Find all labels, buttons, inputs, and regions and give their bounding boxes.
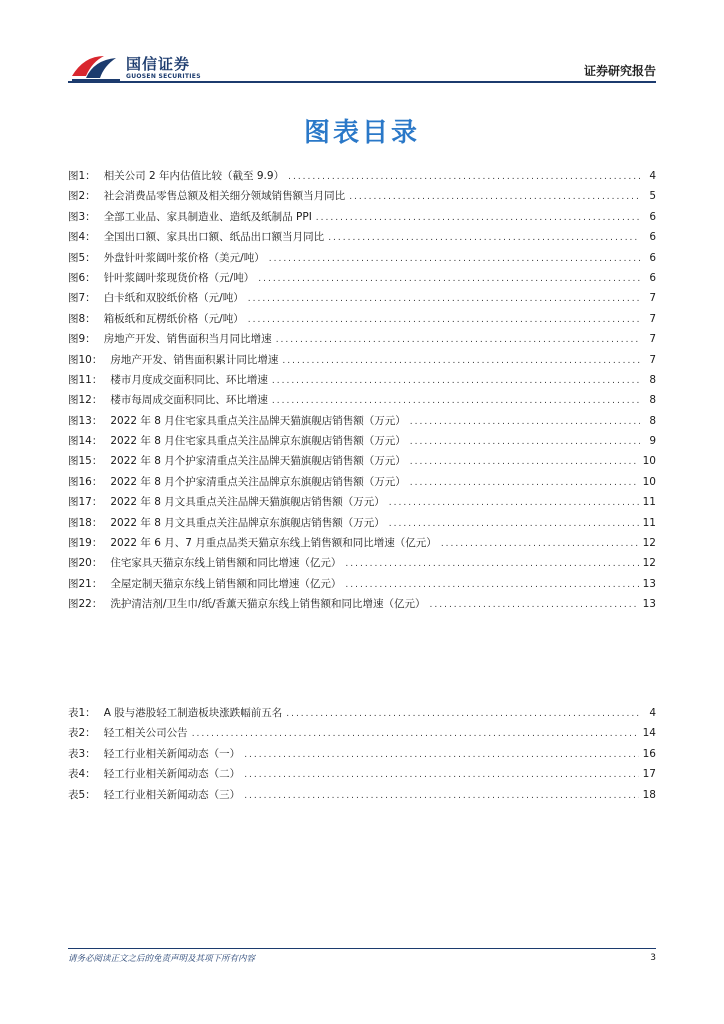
figure-entry-leader-dots: [248, 315, 640, 325]
table-entry-page: 16: [642, 747, 656, 760]
figure-entry-page: 4: [649, 170, 656, 182]
figure-entry-number: 图15：: [68, 455, 103, 468]
figure-entry[interactable]: [68, 392, 656, 412]
table-entry[interactable]: [68, 787, 656, 807]
figure-entry-number: 图7：: [68, 292, 96, 305]
figure-entry-page: 13: [642, 598, 656, 611]
figure-entry-title: 外盘针叶浆阔叶浆价格（美元/吨）: [103, 251, 265, 264]
guosen-logo-mark-icon: [70, 50, 122, 82]
disclaimer-note: 请务必阅读正文之后的免责声明及其项下所有内容: [68, 954, 256, 964]
figure-entry-number: 图20：: [68, 557, 103, 570]
figure-entry-page: 7: [649, 312, 656, 325]
page-title: 图表目录: [303, 118, 420, 148]
figure-entry-page: 5: [649, 190, 656, 203]
figure-entry[interactable]: [68, 352, 656, 372]
figure-entry-title: 箱板纸和瓦楞纸价格（元/吨）: [103, 312, 244, 325]
figure-entry[interactable]: [68, 331, 656, 351]
figure-entry[interactable]: [68, 433, 656, 453]
figure-entry-page: 8: [649, 394, 656, 407]
figure-entry-title: 2022 年 8 月文具重点关注品牌天猫旗舰店销售额（万元）: [110, 496, 385, 509]
figure-entry-number: 图21：: [68, 577, 103, 590]
figure-entry-number: 图16：: [68, 475, 103, 488]
figure-entry-page: 10: [642, 455, 656, 468]
report-type-label: 证券研究报告: [583, 64, 656, 78]
logo-english-name: GUOSEN SECURITIES: [126, 73, 201, 80]
figure-entry-title: 房地产开发、销售面积当月同比增速: [103, 333, 272, 346]
figure-entry-title: 洗护清洁剂/卫生巾/纸/香薰天猫京东线上销售额和同比增速（亿元）: [110, 598, 426, 611]
table-entry-leader-dots: [244, 791, 638, 801]
figure-entry-page: 13: [642, 577, 656, 590]
figure-entry-number: 图1：: [68, 170, 96, 182]
figure-entry-page: 12: [642, 537, 656, 550]
figure-entry-leader-dots: [410, 457, 639, 467]
figure-entry-leader-dots: [441, 539, 639, 549]
table-entry-page: 14: [642, 727, 656, 740]
page-header: [70, 50, 656, 90]
table-entry-number: 表5：: [68, 788, 96, 801]
figure-entry-page: 6: [649, 251, 656, 264]
figure-entry-page: 12: [642, 557, 656, 570]
figure-entry-leader-dots: [389, 519, 639, 529]
figure-entry-number: 图18：: [68, 516, 103, 529]
figure-entry-title: 2022 年 8 月住宅家具重点关注品牌天猫旗舰店销售额（万元）: [110, 414, 406, 427]
figure-entry-title: 楼市月度成交面积同比、环比增速: [110, 373, 268, 386]
figure-entry-number: 图8：: [68, 312, 96, 325]
table-entry-number: 表1：: [68, 707, 96, 719]
figure-entry-leader-dots: [272, 376, 640, 386]
figure-entry[interactable]: [68, 535, 656, 555]
logo-chinese-name: 国信证券: [126, 55, 191, 73]
figure-entry-title: 2022 年 8 月文具重点关注品牌京东旗舰店销售额（万元）: [110, 516, 385, 529]
figure-entry-title: 全部工业品、家具制造业、造纸及纸制品 PPI: [103, 210, 312, 223]
table-entry[interactable]: [68, 746, 656, 766]
figure-entry[interactable]: [68, 209, 656, 229]
figure-entry[interactable]: [68, 229, 656, 249]
figure-entry-leader-dots: [316, 213, 640, 223]
figure-list: [68, 168, 656, 617]
table-entry-number: 表2：: [68, 727, 96, 740]
figure-entry-leader-dots: [410, 417, 640, 427]
table-entry-title: 轻工行业相关新闻动态（一）: [103, 747, 241, 760]
figure-entry-title: 楼市每周成交面积同比、环比增速: [110, 394, 268, 407]
table-entry-leader-dots: [244, 770, 638, 780]
figure-entry-number: 图13：: [68, 414, 103, 427]
figure-entry[interactable]: [68, 474, 656, 494]
figure-entry[interactable]: [68, 515, 656, 535]
figure-entry[interactable]: [68, 413, 656, 433]
figure-entry-title: 针叶浆阔叶浆现货价格（元/吨）: [103, 271, 255, 284]
figure-entry[interactable]: [68, 555, 656, 575]
figure-entry[interactable]: [68, 596, 656, 616]
figure-entry[interactable]: [68, 311, 656, 331]
table-entry-title: 轻工行业相关新闻动态（三）: [103, 788, 241, 801]
figure-entry-leader-dots: [282, 356, 640, 366]
figure-entry-number: 图12：: [68, 394, 103, 407]
figure-entry-leader-dots: [328, 233, 640, 243]
figure-entry-leader-dots: [345, 559, 638, 569]
figure-entry-title: 2022 年 8 月个护家清重点关注品牌京东旗舰店销售额（万元）: [110, 475, 406, 488]
figure-entry-title: 全国出口额、家具出口额、纸品出口额当月同比: [103, 231, 325, 244]
figure-entry-number: 图22：: [68, 598, 103, 611]
figure-entry-title: 2022 年 6 月、7 月重点品类天猫京东线上销售额和同比增速（亿元）: [110, 537, 437, 550]
figure-entry[interactable]: [68, 576, 656, 596]
figure-entry-page: 6: [649, 271, 656, 284]
table-entry[interactable]: [68, 725, 656, 745]
figure-entry-number: 图11：: [68, 373, 103, 386]
figure-entry-page: 7: [649, 353, 656, 366]
figure-entry-page: 8: [649, 373, 656, 386]
table-entry-leader-dots: [244, 750, 638, 760]
figure-entry-leader-dots: [430, 600, 639, 610]
figure-entry-number: 图3：: [68, 210, 96, 223]
figure-entry-page: 6: [649, 231, 656, 244]
figure-entry-leader-dots: [248, 294, 640, 304]
figure-entry-page: 7: [649, 292, 656, 305]
figure-entry[interactable]: [68, 453, 656, 473]
figure-entry-leader-dots: [288, 172, 640, 182]
figure-entry[interactable]: [68, 372, 656, 392]
figure-entry[interactable]: [68, 188, 656, 208]
table-list: [68, 705, 656, 807]
figure-entry-page: 11: [642, 496, 656, 509]
figure-entry[interactable]: [68, 270, 656, 290]
page-number: 3: [650, 953, 656, 963]
figure-entry-title: 相关公司 2 年内估值比较（截至 9.9）: [103, 170, 285, 182]
figure-entry-title: 社会消费品零售总额及相关细分领域销售额当月同比: [103, 190, 346, 203]
figure-entry-number: 图9：: [68, 333, 96, 346]
figure-entry-page: 6: [649, 210, 656, 223]
figure-entry-title: 房地产开发、销售面积累计同比增速: [110, 353, 279, 366]
figure-entry-leader-dots: [410, 437, 640, 447]
figure-entry-page: 9: [649, 435, 656, 448]
figure-entry-leader-dots: [272, 396, 640, 406]
table-entry-number: 表3：: [68, 747, 96, 760]
table-entry-title: A 股与港股轻工制造板块涨跌幅前五名: [103, 707, 283, 719]
table-entry-number: 表4：: [68, 768, 96, 781]
table-entry[interactable]: [68, 705, 656, 725]
figure-entry-leader-dots: [276, 335, 640, 345]
table-entry-page: 4: [649, 707, 656, 719]
figure-entry-leader-dots: [410, 478, 639, 488]
figure-entry-title: 2022 年 8 月住宅家具重点关注品牌京东旗舰店销售额（万元）: [110, 435, 406, 448]
figure-entry-number: 图10：: [68, 353, 103, 366]
figure-entry[interactable]: [68, 168, 656, 188]
figure-entry-title: 白卡纸和双胶纸价格（元/吨）: [103, 292, 244, 305]
figure-entry-leader-dots: [269, 254, 640, 264]
figure-entry-title: 2022 年 8 月个护家清重点关注品牌天猫旗舰店销售额（万元）: [110, 455, 406, 468]
figure-entry-title: 全屋定制天猫京东线上销售额和同比增速（亿元）: [110, 577, 342, 590]
table-entry-title: 轻工行业相关新闻动态（二）: [103, 768, 241, 781]
figure-entry-number: 图2：: [68, 190, 96, 203]
table-entry-leader-dots: [192, 729, 639, 739]
footer-divider: [68, 948, 656, 949]
figure-entry-leader-dots: [349, 192, 640, 202]
table-entry-page: 17: [642, 768, 656, 781]
table-entry[interactable]: [68, 766, 656, 786]
figure-entry[interactable]: [68, 250, 656, 270]
figure-entry-number: 图5：: [68, 251, 96, 264]
figure-entry-page: 7: [649, 333, 656, 346]
table-entry-page: 18: [642, 788, 656, 801]
table-entry-title: 轻工相关公司公告: [103, 727, 188, 740]
figure-entry-title: 住宅家具天猫京东线上销售额和同比增速（亿元）: [110, 557, 342, 570]
table-entry-leader-dots: [286, 709, 640, 719]
figure-entry-number: 图4：: [68, 231, 96, 244]
figure-entry-number: 图19：: [68, 537, 103, 550]
figure-entry-page: 11: [642, 516, 656, 529]
figure-entry-number: 图17：: [68, 496, 103, 509]
figure-entry-page: 8: [649, 414, 656, 427]
figure-entry[interactable]: [68, 290, 656, 310]
figure-entry-leader-dots: [389, 498, 639, 508]
figure-entry-leader-dots: [345, 580, 638, 590]
figure-entry-number: 图6：: [68, 271, 96, 284]
figure-entry-leader-dots: [258, 274, 640, 284]
figure-entry-number: 图14：: [68, 435, 103, 448]
figure-entry-page: 10: [642, 475, 656, 488]
figure-entry[interactable]: [68, 494, 656, 514]
header-divider: [68, 81, 656, 83]
